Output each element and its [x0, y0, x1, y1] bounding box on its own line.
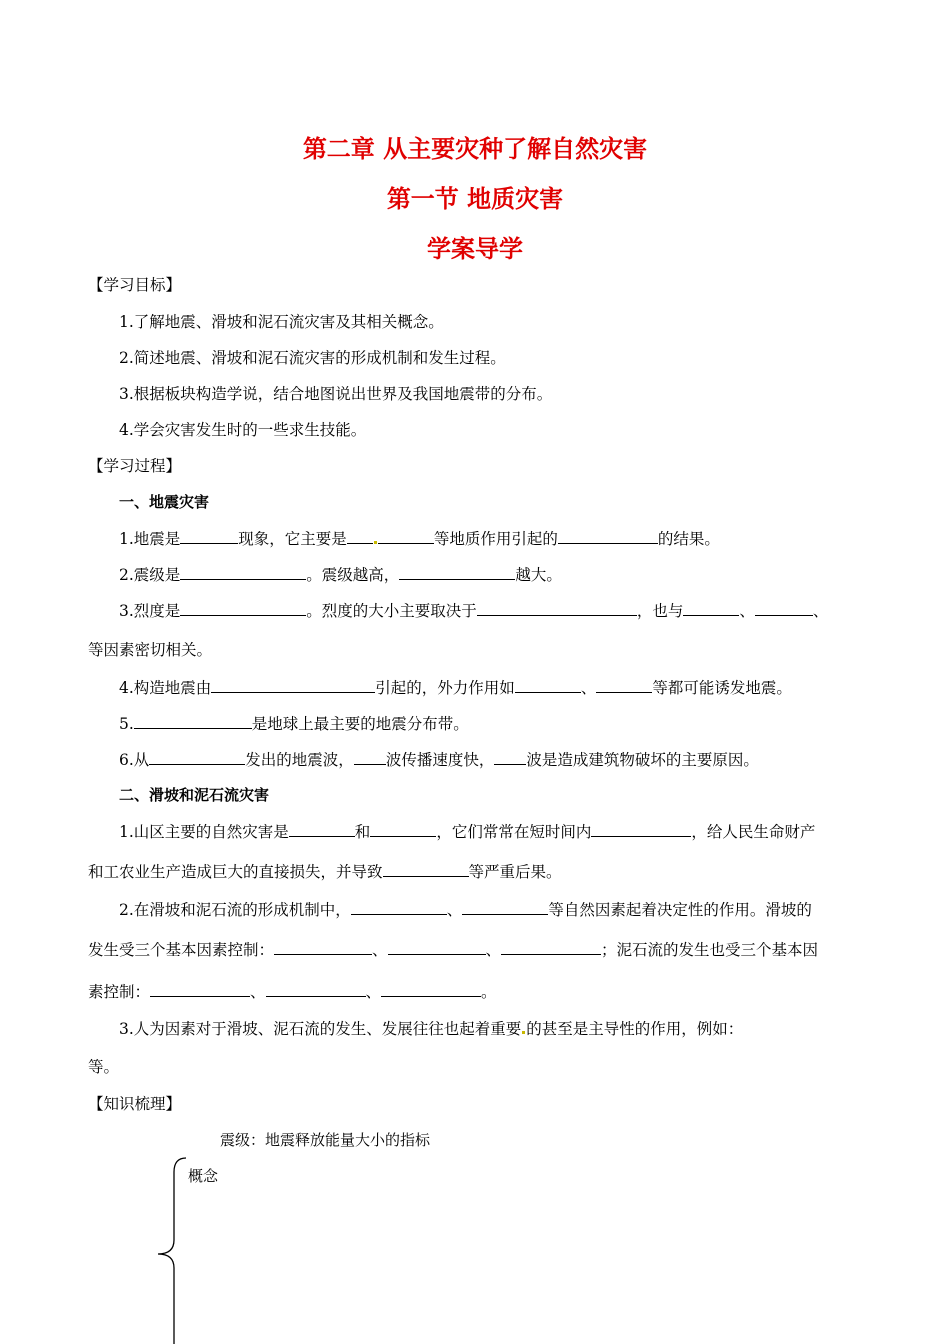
question-text: 和工农业生产造成巨大的直接损失，并导致 [88, 863, 383, 881]
answer-blank[interactable] [596, 676, 652, 693]
objective-item: 1.了解地震、滑坡和泥石流灾害及其相关概念。 [119, 313, 444, 331]
question-line [119, 527, 720, 550]
answer-blank[interactable] [558, 527, 658, 544]
answer-blank[interactable] [591, 820, 691, 837]
question-text: 2.震级是 [119, 566, 181, 584]
question-text: 现象，它主要是 [238, 530, 347, 548]
question-text: 1.地震是 [119, 530, 181, 548]
answer-blank[interactable] [388, 938, 486, 955]
question-line [119, 676, 792, 699]
answer-blank[interactable] [180, 563, 306, 580]
question-text: 、 [580, 679, 597, 697]
question-text: ，它们常常在短时间内 [436, 823, 592, 841]
question-text: ，也与 [636, 602, 684, 620]
brace-icon [150, 1150, 190, 1344]
answer-blank[interactable] [683, 599, 739, 616]
question-text: 的甚至是主导性的作用，例如： [526, 1020, 744, 1038]
question-text: 。 [481, 983, 497, 1001]
question-text: 发出的地震波， [245, 751, 354, 769]
question-text: 等严重后果。 [468, 863, 562, 881]
question-text: 、 [446, 901, 463, 919]
part1-heading: 一、地震灾害 [119, 493, 210, 511]
answer-blank[interactable] [180, 527, 238, 544]
question-text: 和 [354, 823, 371, 841]
answer-blank[interactable] [477, 599, 637, 616]
question-continuation: 等因素密切相关。 [88, 641, 213, 659]
question-text: 等都可能诱发地震。 [652, 679, 792, 697]
question-text: 5. [119, 715, 134, 733]
question-line [119, 1018, 743, 1040]
question-continuation [88, 980, 497, 1003]
question-continuation [88, 938, 818, 961]
answer-blank[interactable] [289, 820, 355, 837]
question-text: 。震级越高， [306, 566, 400, 584]
question-text: ，给人民生命财产 [691, 823, 816, 841]
question-text: 发生受三个基本因素控制： [88, 941, 275, 959]
answer-blank[interactable] [150, 980, 250, 997]
answer-blank[interactable] [149, 748, 245, 765]
answer-blank[interactable] [494, 748, 526, 765]
question-line [119, 599, 828, 622]
answer-blank[interactable] [351, 898, 447, 915]
answer-blank[interactable] [755, 599, 813, 616]
answer-blank[interactable] [370, 820, 436, 837]
question-line [119, 748, 759, 771]
objective-item: 2.简述地震、滑坡和泥石流灾害的形成机制和发生过程。 [119, 349, 506, 367]
question-text: 3.人为因素对于滑坡、泥石流的发生、发展往往也起着重要 [119, 1020, 522, 1038]
question-text: 的结果。 [657, 530, 720, 548]
question-text: ；泥石流的发生也受三个基本因 [601, 941, 819, 959]
answer-blank[interactable] [501, 938, 601, 955]
question-text: 等自然因素起着决定性的作用。滑坡的 [548, 901, 812, 919]
question-line [119, 898, 812, 921]
section-title: 第一节 地质灾害 [386, 185, 564, 213]
answer-blank[interactable] [266, 980, 366, 997]
answer-blank[interactable] [274, 938, 372, 955]
question-text: 、 [250, 983, 266, 1001]
question-continuation [88, 860, 562, 883]
objectives-heading: 【学习目标】 [88, 276, 182, 294]
magnitude-note: 震级：地震释放能量大小的指标 [220, 1131, 431, 1149]
question-text: 是地球上最主要的地震分布带。 [251, 715, 469, 733]
subtitle: 学案导学 [427, 235, 523, 263]
mark-dot [522, 1031, 525, 1034]
objective-item: 4.学会灾害发生时的一些求生技能。 [119, 421, 367, 439]
question-text: 、 [739, 602, 755, 620]
question-text: 、 [372, 941, 388, 959]
question-text: 1.山区主要的自然灾害是 [119, 823, 289, 841]
question-text: 。烈度的大小主要取决于 [306, 602, 477, 620]
question-text: 4.构造地震由 [119, 679, 212, 697]
answer-blank[interactable] [462, 898, 548, 915]
question-text: 等地质作用引起的 [433, 530, 558, 548]
question-line [119, 820, 815, 843]
answer-blank[interactable] [134, 712, 252, 729]
question-text: 、 [485, 941, 502, 959]
question-text: 波传播速度快， [385, 751, 495, 769]
question-text: 引起的，外力作用如 [375, 679, 515, 697]
question-text: 、 [365, 983, 382, 1001]
answer-blank[interactable] [180, 599, 306, 616]
answer-blank[interactable] [383, 860, 469, 877]
question-text: 6.从 [119, 751, 150, 769]
question-line [119, 712, 469, 735]
question-text: 2.在滑坡和泥石流的形成机制中， [119, 901, 351, 919]
answer-blank[interactable] [354, 748, 386, 765]
part2-heading: 二、滑坡和泥石流灾害 [119, 786, 270, 804]
answer-blank[interactable] [347, 527, 373, 544]
question-line [119, 563, 562, 586]
answer-blank[interactable] [211, 676, 375, 693]
chapter-title: 第二章 从主要灾种了解自然灾害 [302, 135, 648, 163]
question-text: 3.烈度是 [119, 602, 181, 620]
question-text: 波是造成建筑物破坏的主要原因。 [526, 751, 759, 769]
concept-label: 概念 [188, 1167, 219, 1185]
answer-blank[interactable] [515, 676, 581, 693]
question-continuation: 等。 [88, 1058, 120, 1076]
question-text: 越大。 [515, 566, 562, 584]
process-heading: 【学习过程】 [88, 457, 182, 475]
question-text: 素控制： [88, 983, 151, 1001]
mark-dot [374, 541, 377, 544]
objective-item: 3.根据板块构造学说，结合地图说出世界及我国地震带的分布。 [119, 385, 553, 403]
answer-blank[interactable] [378, 527, 434, 544]
knowledge-heading: 【知识梳理】 [88, 1095, 182, 1113]
answer-blank[interactable] [381, 980, 481, 997]
question-text: 、 [812, 602, 829, 620]
answer-blank[interactable] [399, 563, 515, 580]
